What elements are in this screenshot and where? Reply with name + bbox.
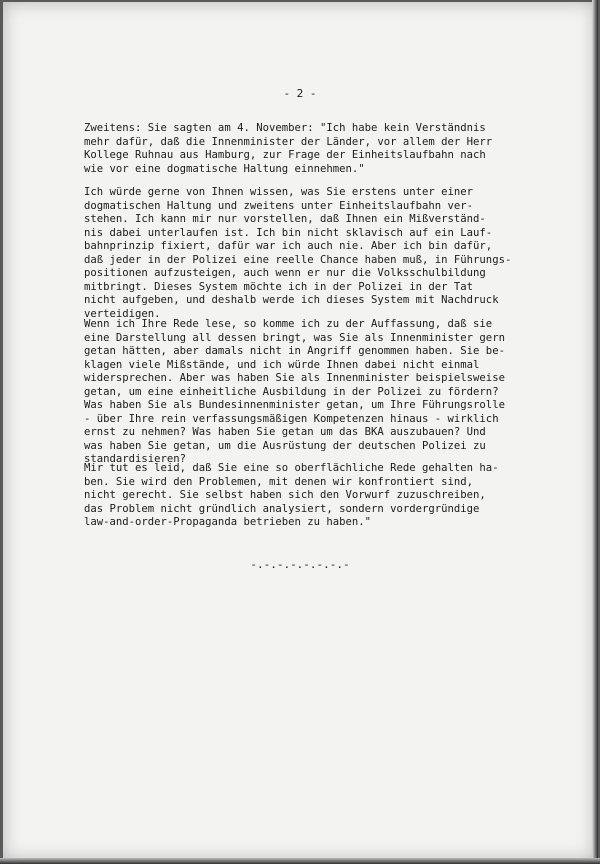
paragraph-1: Zweitens: Sie sagten am 4. November: "Ich habe kein Verständnis mehr dafür, daß die Innenminister der Länder, vor allem der Herr Kollege Ruhnau aus Hamburg, zur Frage der Einheitslaufbahn nach wie vor eine dogmatische Haltung einnehmen." (84, 122, 493, 175)
paragraph-4: Mir tut es leid, daß Sie eine so oberflächliche Rede gehalten ha- ben. Sie wird den Problemen, mit denen wir konfrontiert sind, nicht gerecht. Sie selbst haben sich den Vorwurf zuzuschreiben, das Problem nicht gründlich analysiert, sondern vordergründige law-and-order-Propaganda betrieben zu haben." (84, 462, 499, 528)
scan-edge-right (592, 0, 598, 864)
scan-edge-bottom (0, 858, 600, 864)
end-mark: -.-.-.-.-.-.-.- (250, 558, 350, 571)
paragraph-2: Ich würde gerne von Ihnen wissen, was Sie erstens unter einer dogmatischen Haltung und zweitens unter Einheitslaufbahn ver- stehen. Ich kann mir nur vorstellen, daß Ihnen ein Mißverständ- nis dabei unterlaufen ist. Ich bin nicht sklavisch auf ein Lauf- bahnprinzip fixiert, dafür war ich auch nie. Aber ich bin dafür, daß jeder in der Polizei eine reelle Chance haben muß, in Führungs- positionen aufzusteigen, auch wenn er nur die Volksschulbildung mitbringt. Dieses System möchte ich in der Polizei in der Tat nicht aufgeben, und deshalb werde ich dieses System mit Nachdruck verteidigen. (84, 186, 512, 320)
page-number: - 2 - (283, 87, 317, 100)
paragraph-3: Wenn ich Ihre Rede lese, so komme ich zu der Auffassung, daß sie eine Darstellung all dessen bringt, was Sie als Innenminister gern getan hätten, aber damals nicht in Angriff genommen haben. Sie be- klagen viele Mißstände, und ich würde Ihnen dabei nicht einmal widersprechen. Aber was haben Sie als Innenminister beispielsweise getan, um eine einheitliche Ausbildung in der Polizei zu fördern? Was haben Sie als Bundesinnenminister getan, um Ihre Führungsrolle - über Ihre rein verfassungsmäßigen Kompetenzen hinaus - wirklich ernst zu nehmen? Was haben Sie getan um das BKA auszubauen? Und was haben Sie getan, um die Ausrüstung der deutschen Polizei zu standardisieren? (84, 318, 505, 465)
